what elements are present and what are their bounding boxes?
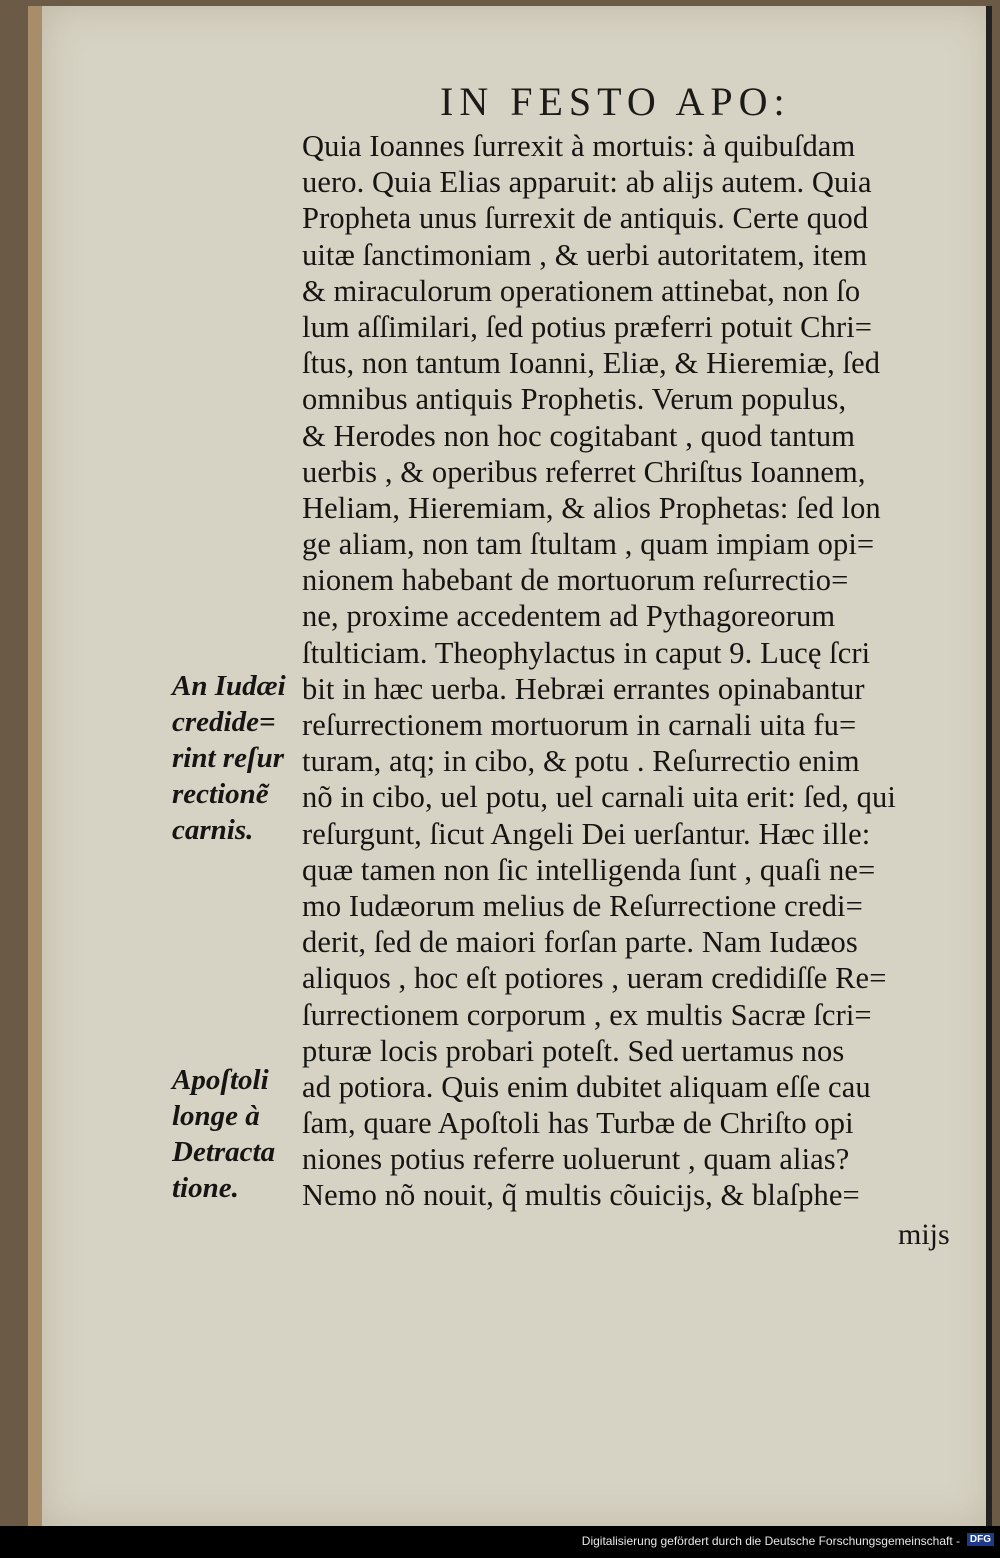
margin-note-line: Apoſtoli	[172, 1064, 269, 1096]
margin-note-line: An Iudæi	[172, 670, 286, 702]
text-line: ſam, quare Apoſtoli has Turbæ de Chriſto opi	[302, 1106, 854, 1141]
margin-note-apostles	[172, 1062, 275, 1206]
text-line: turam, atq; in cibo, & potu . Reſurrectio enim	[302, 744, 860, 779]
margin-note-line: tione.	[172, 1172, 239, 1204]
footer-bar	[0, 1526, 1000, 1558]
text-line: uitæ ſanctimoniam , & uerbi autoritatem, item	[302, 237, 868, 272]
text-line: reſurrectionem mortuorum in carnali uita fu=	[302, 708, 857, 742]
text-line: reſurgunt, ſicut Angeli Dei uerſantur. Hæc ille:	[302, 816, 871, 851]
text-line: nõ in cibo, uel potu, uel carnali uita erit: ſed, qui	[302, 780, 896, 815]
funding-credit: Digitalisierung gefördert durch die Deutsche Forschungsgemeinschaft -	[581, 1534, 960, 1548]
margin-note-line: carnis.	[172, 814, 254, 846]
dfg-logo: DFG	[967, 1533, 994, 1546]
running-title: IN FESTO APO:	[440, 79, 791, 124]
text-line: ne, proxime accedentem ad Pythagoreorum	[302, 599, 836, 634]
margin-note-resurrection	[172, 668, 286, 848]
catchword: mijs	[898, 1218, 950, 1251]
margin-note-line: longe à	[172, 1100, 260, 1132]
text-line: ſtus, non tantum Ioanni, Eliæ, & Hieremiæ, ſed	[302, 346, 881, 381]
text-line: derit, ſed de maiori forſan parte. Nam Iudæos	[302, 925, 858, 960]
text-line: lum aſſimilari, ſed potius præferri potuit Chri=	[302, 309, 873, 344]
text-line: ſtulticiam. Theophylactus in caput 9. Lucę ſcri	[302, 635, 871, 670]
margin-note-line: rectionẽ	[172, 778, 269, 810]
text-line: quæ tamen non ſic intelligenda ſunt , quaſi ne=	[302, 852, 876, 887]
text-line: Nemo nõ nouit, q̃ multis cõuicijs, & blaſphe=	[302, 1178, 860, 1213]
page-edge	[986, 6, 992, 1526]
text-line: pturæ locis probari poteſt. Sed uertamus nos	[302, 1033, 845, 1068]
text-line: aliquos , hoc eſt potiores , ueram credidiſſe Re=	[302, 961, 887, 996]
text-line: bit in hæc uerba. Hebræi errantes opinabantur	[302, 671, 865, 706]
text-line: Quia Ioannes ſurrexit à mortuis: à quibuſdam	[302, 129, 856, 163]
margin-note-line: rint reſur	[172, 742, 285, 774]
text-line: mo Iudæorum melius de Reſurrectione credi=	[302, 888, 863, 923]
text-line: ge aliam, non tam ſtultam , quam impiam opi=	[302, 527, 875, 562]
text-line: nionem habebant de mortuorum reſurrectio=	[302, 563, 849, 598]
text-line: niones potius referre uoluerunt , quam alias?	[302, 1142, 850, 1177]
text-line: ſurrectionem corporum , ex multis Sacræ ſcri=	[302, 997, 872, 1032]
text-line: & Herodes non hoc cogitabant , quod tantum	[302, 418, 856, 453]
text-line: uerbis , & operibus referret Chriſtus Ioannem,	[302, 454, 866, 489]
body-text	[302, 128, 967, 1214]
text-line: & miraculorum operationem attinebat, non ſo	[302, 273, 861, 308]
text-line: omnibus antiquis Prophetis. Verum populus,	[302, 382, 847, 417]
margin-note-line: Detracta	[172, 1136, 276, 1168]
text-line: Propheta unus ſurrexit de antiquis. Certe quod	[302, 201, 869, 236]
text-line: uero. Quia Elias apparuit: ab alijs autem. Quia	[302, 165, 872, 200]
margin-note-line: credide=	[172, 706, 276, 738]
text-line: ad potiora. Quis enim dubitet aliquam eſſe cau	[302, 1069, 871, 1104]
text-line: Heliam, Hieremiam, & alios Prophetas: ſed lon	[302, 490, 881, 525]
